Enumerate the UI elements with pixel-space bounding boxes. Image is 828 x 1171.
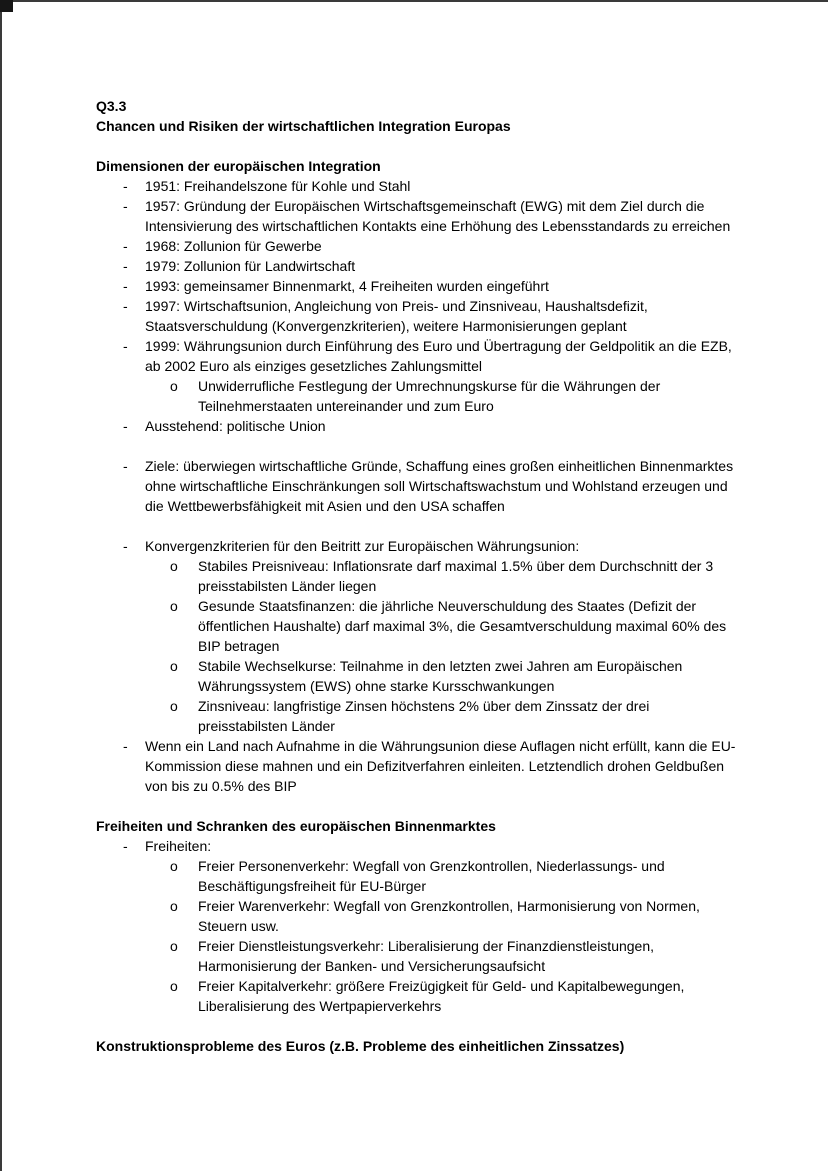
- bullet-item: [96, 856, 736, 896]
- bullet-text: 1997: Wirtschaftsunion, Angleichung von Preis- und Zinsniveau, Haushaltsdefizit, Staatsverschuldung (Konvergenzkriterien), weitere Harmonisierungen geplant: [145, 298, 648, 334]
- circle-bullet-marker: o: [170, 978, 178, 994]
- dash-bullet-marker: -: [123, 198, 128, 214]
- bullet-item: [96, 416, 736, 436]
- dash-bullet-marker: -: [123, 738, 128, 754]
- bullet-item: [96, 176, 736, 196]
- bullet-item: [96, 256, 736, 276]
- bullet-text: Ziele: überwiegen wirtschaftliche Gründe, Schaffung eines großen einheitlichen Binnenmarktes ohne wirtschaftliche Einschränkungen soll Wirtschaftswachstum und Wohlstand erzeugen und die Wettbewerbsfähigkeit mit Asien und den USA schaffen: [145, 458, 734, 514]
- bullet-text: Ausstehend: politische Union: [145, 418, 326, 434]
- dash-bullet-marker: -: [123, 258, 128, 274]
- circle-bullet-marker: o: [170, 938, 178, 954]
- bullet-text: Freier Kapitalverkehr: größere Freizügigkeit für Geld- und Kapitalbewegungen, Liberalisierung des Wertpapierverkehrs: [198, 978, 685, 1014]
- bullet-item: [96, 896, 736, 936]
- section-heading: Freiheiten und Schranken des europäischen Binnenmarktes: [96, 818, 496, 834]
- bullet-text: 1951: Freihandelszone für Kohle und Stahl: [145, 178, 411, 194]
- bullet-text: Zinsniveau: langfristige Zinsen höchstens 2% über dem Zinssatz der drei preisstabilsten Länder: [198, 698, 650, 734]
- document-content: [96, 96, 736, 1056]
- bullet-item: [96, 596, 736, 656]
- bullet-item: [96, 536, 736, 556]
- dash-bullet-marker: -: [123, 458, 128, 474]
- bullet-text: Konvergenzkriterien für den Beitritt zur Europäischen Währungsunion:: [145, 538, 580, 554]
- bullet-text: Freier Personenverkehr: Wegfall von Grenzkontrollen, Niederlassungs- und Beschäftigungsfreiheit für EU-Bürger: [198, 858, 665, 894]
- bullet-item: [96, 556, 736, 596]
- circle-bullet-marker: o: [170, 898, 178, 914]
- bullet-item: [96, 736, 736, 796]
- bullet-item: [96, 276, 736, 296]
- bullet-text: Gesunde Staatsfinanzen: die jährliche Neuverschuldung des Staates (Defizit der öffentlichen Haushalte) darf maximal 3%, die Gesamtverschuldung maximal 60% des BIP betragen: [198, 598, 727, 654]
- circle-bullet-marker: o: [170, 658, 178, 674]
- dash-bullet-marker: -: [123, 538, 128, 554]
- scan-edge-left: [0, 0, 2, 1171]
- dash-bullet-marker: -: [123, 278, 128, 294]
- dash-bullet-marker: -: [123, 838, 128, 854]
- dash-bullet-marker: -: [123, 338, 128, 354]
- bullet-item: [96, 836, 736, 856]
- bullet-text: Unwiderrufliche Festlegung der Umrechnungskurse für die Währungen der Teilnehmerstaaten untereinander und zum Euro: [198, 378, 661, 414]
- bullet-text: Freier Dienstleistungsverkehr: Liberalisierung der Finanzdienstleistungen, Harmonisierung der Banken- und Versicherungsaufsicht: [198, 938, 655, 974]
- bullet-item: [96, 336, 736, 376]
- document-sections: [96, 156, 736, 1056]
- bullet-item: [96, 376, 736, 416]
- bullet-text: 1993: gemeinsamer Binnenmarkt, 4 Freiheiten wurden eingeführt: [145, 278, 549, 294]
- bullet-text: 1999: Währungsunion durch Einführung des Euro und Übertragung der Geldpolitik an die EZB, ab 2002 Euro als einziges gesetzliches Zahlungsmittel: [145, 338, 732, 374]
- bullet-item: [96, 236, 736, 256]
- bullet-text: 1957: Gründung der Europäischen Wirtschaftsgemeinschaft (EWG) mit dem Ziel durch die Intensivierung des wirtschaftlichen Kontakts eine Erhöhung des Lebensstandards zu erreichen: [145, 198, 731, 234]
- bullet-text: Freier Warenverkehr: Wegfall von Grenzkontrollen, Harmonisierung von Normen, Steuern usw.: [198, 898, 700, 934]
- scan-corner-mark: [0, 0, 13, 12]
- document-section: [96, 1036, 736, 1056]
- document-title: Q3.3: [96, 98, 127, 114]
- bullet-text: 1979: Zollunion für Landwirtschaft: [145, 258, 356, 274]
- bullet-text: Freiheiten:: [145, 838, 212, 854]
- bullet-item: [96, 456, 736, 516]
- circle-bullet-marker: o: [170, 698, 178, 714]
- bullet-text: Wenn ein Land nach Aufnahme in die Währungsunion diese Auflagen nicht erfüllt, kann die EU-Kommission diese mahnen und ein Defizitverfahren einleiten. Letztendlich drohen Geldbußen von bis zu 0.5% des BIP: [145, 738, 736, 794]
- bullet-text: 1968: Zollunion für Gewerbe: [145, 238, 322, 254]
- circle-bullet-marker: o: [170, 558, 178, 574]
- dash-bullet-marker: -: [123, 178, 128, 194]
- dash-bullet-marker: -: [123, 298, 128, 314]
- bullet-item: [96, 296, 736, 336]
- document-section: [96, 156, 736, 796]
- dash-bullet-marker: -: [123, 418, 128, 434]
- bullet-item: [96, 936, 736, 976]
- bullet-item: [96, 656, 736, 696]
- circle-bullet-marker: o: [170, 858, 178, 874]
- bullet-text: Stabiles Preisniveau: Inflationsrate darf maximal 1.5% über dem Durchschnitt der 3 preisstabilsten Länder liegen: [198, 558, 714, 594]
- document-section: [96, 816, 736, 1016]
- bullet-item: [96, 696, 736, 736]
- scan-edge-top: [0, 0, 828, 2]
- dash-bullet-marker: -: [123, 238, 128, 254]
- section-heading: Dimensionen der europäischen Integration: [96, 158, 381, 174]
- bullet-item: [96, 976, 736, 1016]
- document-subtitle: Chancen und Risiken der wirtschaftlichen Integration Europas: [96, 118, 511, 134]
- bullet-item: [96, 196, 736, 236]
- circle-bullet-marker: o: [170, 378, 178, 394]
- circle-bullet-marker: o: [170, 598, 178, 614]
- bullet-text: Stabile Wechselkurse: Teilnahme in den letzten zwei Jahren am Europäischen Währungssystem (EWS) ohne starke Kursschwankungen: [198, 658, 683, 694]
- section-heading: Konstruktionsprobleme des Euros (z.B. Probleme des einheitlichen Zinssatzes): [96, 1038, 625, 1054]
